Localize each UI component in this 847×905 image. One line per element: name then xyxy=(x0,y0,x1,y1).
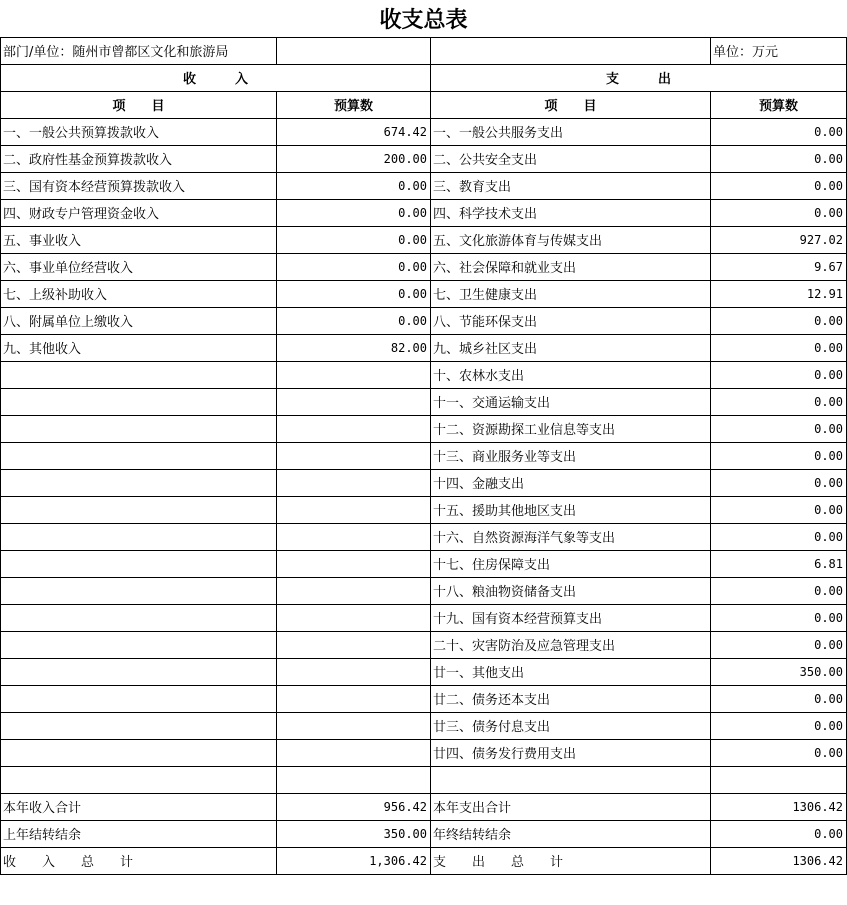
income-item xyxy=(1,604,277,631)
expense-value xyxy=(711,766,847,793)
table-row xyxy=(1,739,847,766)
expense-item: 十八、粮油物资储备支出 xyxy=(431,577,711,604)
expense-item: 二十、灾害防治及应急管理支出 xyxy=(431,631,711,658)
total-row xyxy=(1,793,847,820)
page-title: 收支总表 xyxy=(1,0,847,37)
income-value xyxy=(277,577,431,604)
income-item: 四、财政专户管理资金收入 xyxy=(1,199,277,226)
meta-blank-2 xyxy=(431,37,711,64)
title-row xyxy=(1,0,847,37)
income-value xyxy=(277,685,431,712)
expense-item: 七、卫生健康支出 xyxy=(431,280,711,307)
income-item xyxy=(1,550,277,577)
income-item: 六、事业单位经营收入 xyxy=(1,253,277,280)
table-row xyxy=(1,361,847,388)
expense-budget-header: 预算数 xyxy=(711,91,847,118)
income-item: 本年收入合计 xyxy=(1,793,277,820)
expense-value: 0.00 xyxy=(711,523,847,550)
expense-item: 十五、援助其他地区支出 xyxy=(431,496,711,523)
table-row xyxy=(1,145,847,172)
income-value: 0.00 xyxy=(277,226,431,253)
income-item xyxy=(1,361,277,388)
expense-value: 0.00 xyxy=(711,388,847,415)
income-value xyxy=(277,631,431,658)
expense-item: 十四、金融支出 xyxy=(431,469,711,496)
meta-blank-1 xyxy=(277,37,431,64)
income-item xyxy=(1,577,277,604)
income-item xyxy=(1,685,277,712)
expense-value: 0.00 xyxy=(711,712,847,739)
table-row xyxy=(1,442,847,469)
income-item: 九、其他收入 xyxy=(1,334,277,361)
income-value: 0.00 xyxy=(277,307,431,334)
income-value: 0.00 xyxy=(277,253,431,280)
expense-item: 廿四、债务发行费用支出 xyxy=(431,739,711,766)
income-value xyxy=(277,415,431,442)
expense-item: 八、节能环保支出 xyxy=(431,307,711,334)
expense-value: 0.00 xyxy=(711,415,847,442)
expense-item: 十九、国有资本经营预算支出 xyxy=(431,604,711,631)
income-item xyxy=(1,388,277,415)
expense-item-header: 项 目 xyxy=(431,91,711,118)
expense-value: 12.91 xyxy=(711,280,847,307)
expense-value: 927.02 xyxy=(711,226,847,253)
expense-item: 廿一、其他支出 xyxy=(431,658,711,685)
expense-value: 0.00 xyxy=(711,172,847,199)
expense-value: 0.00 xyxy=(711,334,847,361)
income-value xyxy=(277,496,431,523)
income-item: 七、上级补助收入 xyxy=(1,280,277,307)
income-value: 350.00 xyxy=(277,820,431,847)
expense-value: 0.00 xyxy=(711,496,847,523)
income-value xyxy=(277,658,431,685)
table-row xyxy=(1,226,847,253)
meta-row xyxy=(1,37,847,64)
expense-item: 六、社会保障和就业支出 xyxy=(431,253,711,280)
department-label: 部门/单位：随州市曾都区文化和旅游局 xyxy=(1,37,277,64)
table-row xyxy=(1,658,847,685)
expense-item xyxy=(431,766,711,793)
income-item xyxy=(1,469,277,496)
income-item: 三、国有资本经营预算拨款收入 xyxy=(1,172,277,199)
expense-item: 年终结转结余 xyxy=(431,820,711,847)
expense-value: 0.00 xyxy=(711,442,847,469)
total-row xyxy=(1,847,847,874)
income-value xyxy=(277,388,431,415)
table-row xyxy=(1,523,847,550)
table-row xyxy=(1,334,847,361)
income-value: 0.00 xyxy=(277,172,431,199)
income-item xyxy=(1,631,277,658)
income-item: 一、一般公共预算拨款收入 xyxy=(1,118,277,145)
expense-item: 五、文化旅游体育与传媒支出 xyxy=(431,226,711,253)
expense-header: 支 出 xyxy=(431,64,847,91)
income-value xyxy=(277,712,431,739)
income-item xyxy=(1,415,277,442)
total-row xyxy=(1,820,847,847)
table-row xyxy=(1,550,847,577)
unit-label: 单位：万元 xyxy=(711,37,847,64)
table-row xyxy=(1,172,847,199)
income-value xyxy=(277,469,431,496)
table-row xyxy=(1,469,847,496)
expense-item: 十、农林水支出 xyxy=(431,361,711,388)
income-item-header: 项 目 xyxy=(1,91,277,118)
table-row xyxy=(1,604,847,631)
income-value xyxy=(277,604,431,631)
expense-item: 四、科学技术支出 xyxy=(431,199,711,226)
expense-item: 廿三、债务付息支出 xyxy=(431,712,711,739)
income-value xyxy=(277,361,431,388)
expense-value: 0.00 xyxy=(711,577,847,604)
expense-value: 0.00 xyxy=(711,685,847,712)
expense-value: 0.00 xyxy=(711,820,847,847)
expense-item: 支 出 总 计 xyxy=(431,847,711,874)
income-item: 八、附属单位上缴收入 xyxy=(1,307,277,334)
income-value xyxy=(277,523,431,550)
income-item xyxy=(1,658,277,685)
income-value xyxy=(277,739,431,766)
expense-value: 0.00 xyxy=(711,469,847,496)
expense-value: 0.00 xyxy=(711,361,847,388)
expense-value: 0.00 xyxy=(711,604,847,631)
expense-value: 0.00 xyxy=(711,199,847,226)
table-row xyxy=(1,388,847,415)
expense-item: 十二、资源勘探工业信息等支出 xyxy=(431,415,711,442)
table-row xyxy=(1,118,847,145)
table-row xyxy=(1,631,847,658)
expense-item: 十六、自然资源海洋气象等支出 xyxy=(431,523,711,550)
table-row xyxy=(1,280,847,307)
table-row xyxy=(1,685,847,712)
expense-value: 0.00 xyxy=(711,145,847,172)
expense-value: 1306.42 xyxy=(711,793,847,820)
expense-item: 三、教育支出 xyxy=(431,172,711,199)
income-item: 二、政府性基金预算拨款收入 xyxy=(1,145,277,172)
income-item xyxy=(1,523,277,550)
income-value xyxy=(277,442,431,469)
expense-value: 9.67 xyxy=(711,253,847,280)
income-item: 五、事业收入 xyxy=(1,226,277,253)
income-value: 1,306.42 xyxy=(277,847,431,874)
expense-item: 二、公共安全支出 xyxy=(431,145,711,172)
expense-value: 1306.42 xyxy=(711,847,847,874)
income-value: 674.42 xyxy=(277,118,431,145)
income-value: 200.00 xyxy=(277,145,431,172)
expense-value: 6.81 xyxy=(711,550,847,577)
income-value: 82.00 xyxy=(277,334,431,361)
table-row xyxy=(1,577,847,604)
expense-value: 0.00 xyxy=(711,307,847,334)
expense-item: 九、城乡社区支出 xyxy=(431,334,711,361)
table-row xyxy=(1,415,847,442)
income-item xyxy=(1,442,277,469)
table-row xyxy=(1,253,847,280)
expense-item: 廿二、债务还本支出 xyxy=(431,685,711,712)
table-row xyxy=(1,199,847,226)
table-row xyxy=(1,307,847,334)
table-row xyxy=(1,766,847,793)
section-header-row xyxy=(1,64,847,91)
income-item xyxy=(1,766,277,793)
income-value xyxy=(277,550,431,577)
income-item xyxy=(1,739,277,766)
expense-item: 本年支出合计 xyxy=(431,793,711,820)
expense-item: 十七、住房保障支出 xyxy=(431,550,711,577)
income-item: 上年结转结余 xyxy=(1,820,277,847)
income-item: 收 入 总 计 xyxy=(1,847,277,874)
table-row xyxy=(1,496,847,523)
expense-value: 350.00 xyxy=(711,658,847,685)
income-item xyxy=(1,712,277,739)
expense-value: 0.00 xyxy=(711,739,847,766)
expense-item: 十一、交通运输支出 xyxy=(431,388,711,415)
income-budget-header: 预算数 xyxy=(277,91,431,118)
income-value: 956.42 xyxy=(277,793,431,820)
column-header-row xyxy=(1,91,847,118)
income-value xyxy=(277,766,431,793)
expense-item: 一、一般公共服务支出 xyxy=(431,118,711,145)
expense-item: 十三、商业服务业等支出 xyxy=(431,442,711,469)
income-value: 0.00 xyxy=(277,280,431,307)
income-value: 0.00 xyxy=(277,199,431,226)
income-item xyxy=(1,496,277,523)
table-row xyxy=(1,712,847,739)
income-header: 收 入 xyxy=(1,64,431,91)
expense-value: 0.00 xyxy=(711,631,847,658)
expense-value: 0.00 xyxy=(711,118,847,145)
